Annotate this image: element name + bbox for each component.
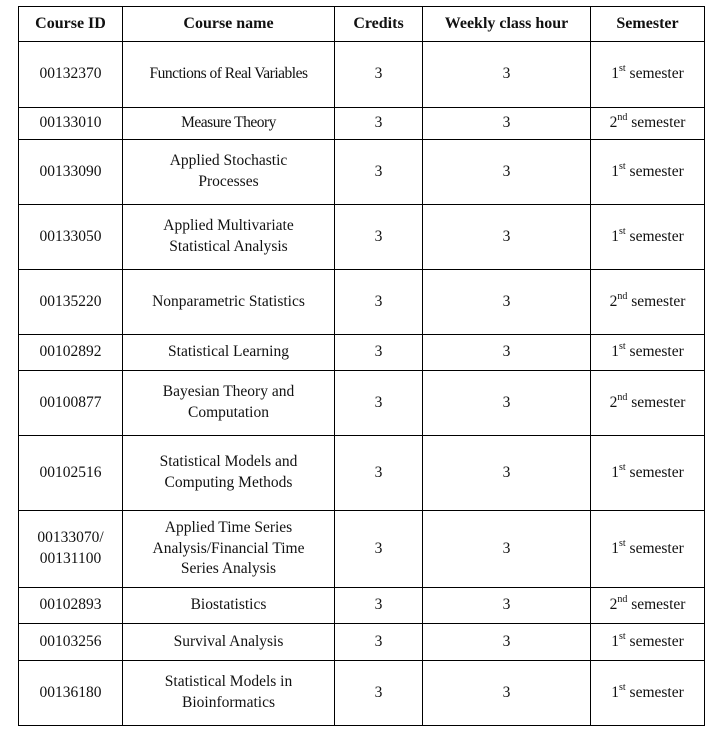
course-table — [18, 6, 705, 726]
course-name-cell — [123, 108, 335, 140]
course-id-cell: 00136180 — [19, 661, 123, 726]
semester-word: semester — [631, 596, 686, 614]
semester-ordinal-suffix: st — [618, 537, 626, 549]
semester-ordinal-suffix: nd — [617, 290, 628, 302]
semester-number: 1 — [611, 683, 619, 701]
course-name: Statistical Models and Computing Methods — [159, 453, 298, 491]
semester-cell — [591, 661, 705, 726]
course-name-cell — [123, 270, 335, 335]
semester-number: 1 — [611, 463, 619, 481]
credits-cell: 3 — [335, 436, 423, 511]
semester-number: 1 — [611, 539, 619, 557]
semester-ordinal-suffix: st — [618, 681, 626, 693]
course-name: Nonparametric Statistics — [152, 292, 305, 310]
table-row — [19, 661, 705, 726]
course-name-cell — [123, 511, 335, 588]
semester-ordinal-suffix: st — [618, 461, 626, 473]
course-id-cell: 00102516 — [19, 436, 123, 511]
course-name-cell — [123, 588, 335, 624]
semester-ordinal-suffix: nd — [617, 594, 628, 606]
semester-number: 1 — [611, 343, 619, 361]
semester-word: semester — [629, 463, 684, 481]
header-weekly-class-hour: Weekly class hour — [423, 7, 591, 42]
semester-word: semester — [631, 114, 686, 132]
semester-ordinal-suffix: st — [618, 630, 626, 642]
course-name-cell — [123, 661, 335, 726]
semester-word: semester — [629, 632, 684, 650]
credits-cell: 3 — [335, 108, 423, 140]
table-row — [19, 140, 705, 205]
table-header-row — [19, 7, 705, 42]
course-name: Applied Multivariate Statistical Analysis — [163, 217, 294, 255]
semester-word: semester — [629, 343, 684, 361]
semester-cell — [591, 624, 705, 661]
semester-ordinal-suffix: st — [618, 341, 626, 353]
semester-number: 1 — [611, 632, 619, 650]
semester-number: 1 — [611, 65, 619, 83]
semester-number: 1 — [611, 162, 619, 180]
semester-cell — [591, 42, 705, 108]
semester-ordinal-suffix: st — [618, 225, 626, 237]
course-table-container — [18, 6, 705, 726]
weekly-hours-cell: 3 — [423, 511, 591, 588]
credits-cell: 3 — [335, 140, 423, 205]
weekly-hours-cell: 3 — [423, 270, 591, 335]
semester-cell — [591, 270, 705, 335]
credits-cell: 3 — [335, 371, 423, 436]
semester-number: 2 — [609, 596, 618, 614]
semester-word: semester — [629, 539, 684, 557]
course-name: Survival Analysis — [173, 632, 284, 650]
semester-word: semester — [629, 683, 684, 701]
course-name: Biostatistics — [190, 596, 267, 614]
semester-cell — [591, 511, 705, 588]
course-id-cell: 00100877 — [19, 371, 123, 436]
credits-cell: 3 — [335, 511, 423, 588]
table-row — [19, 624, 705, 661]
header-course-name: Course name — [123, 7, 335, 42]
course-id-cell: 00135220 — [19, 270, 123, 335]
header-semester: Semester — [591, 7, 705, 42]
semester-word: semester — [629, 65, 684, 83]
weekly-hours-cell: 3 — [423, 661, 591, 726]
course-name: Applied Time Series Analysis/Financial Time Series Analysis — [152, 518, 305, 578]
course-id-cell: 00133090 — [19, 140, 123, 205]
course-name-cell — [123, 140, 335, 205]
weekly-hours-cell: 3 — [423, 624, 591, 661]
weekly-hours-cell: 3 — [423, 108, 591, 140]
course-id-cell: 00133050 — [19, 205, 123, 270]
course-name-cell — [123, 205, 335, 270]
semester-number: 1 — [611, 227, 619, 245]
table-row — [19, 588, 705, 624]
credits-cell: 3 — [335, 661, 423, 726]
course-name: Statistical Learning — [168, 343, 289, 361]
semester-ordinal-suffix: st — [618, 160, 626, 172]
course-id-cell: 00132370 — [19, 42, 123, 108]
semester-number: 2 — [609, 114, 618, 132]
course-name-cell — [123, 335, 335, 371]
course-name: Statistical Models in Bioinformatics — [164, 673, 293, 711]
credits-cell: 3 — [335, 42, 423, 108]
table-row — [19, 335, 705, 371]
header-course-id: Course ID — [19, 7, 123, 42]
weekly-hours-cell: 3 — [423, 140, 591, 205]
semester-cell — [591, 436, 705, 511]
semester-number: 2 — [609, 292, 618, 310]
table-row — [19, 108, 705, 140]
semester-cell — [591, 371, 705, 436]
course-name: Bayesian Theory and Computation — [162, 383, 295, 421]
course-id-cell: 00102892 — [19, 335, 123, 371]
credits-cell: 3 — [335, 588, 423, 624]
semester-ordinal-suffix: st — [618, 63, 626, 75]
semester-ordinal-suffix: nd — [617, 112, 628, 124]
credits-cell: 3 — [335, 205, 423, 270]
course-name: Measure Theory — [181, 114, 276, 132]
weekly-hours-cell: 3 — [423, 371, 591, 436]
semester-cell — [591, 588, 705, 624]
course-id-cell: 00133070/ 00131100 — [19, 511, 123, 588]
credits-cell: 3 — [335, 624, 423, 661]
course-name-cell — [123, 436, 335, 511]
course-name: Functions of Real Variables — [149, 65, 308, 83]
weekly-hours-cell: 3 — [423, 205, 591, 270]
course-name-cell — [123, 371, 335, 436]
table-row — [19, 436, 705, 511]
weekly-hours-cell: 3 — [423, 42, 591, 108]
semester-ordinal-suffix: nd — [617, 391, 628, 403]
table-body — [19, 42, 705, 726]
semester-cell — [591, 108, 705, 140]
table-row — [19, 511, 705, 588]
weekly-hours-cell: 3 — [423, 436, 591, 511]
course-name: Applied Stochastic Processes — [169, 152, 288, 190]
semester-cell — [591, 205, 705, 270]
semester-word: semester — [631, 393, 686, 411]
credits-cell: 3 — [335, 335, 423, 371]
semester-cell — [591, 335, 705, 371]
semester-cell — [591, 140, 705, 205]
table-row — [19, 42, 705, 108]
weekly-hours-cell: 3 — [423, 335, 591, 371]
table-row — [19, 270, 705, 335]
credits-cell: 3 — [335, 270, 423, 335]
course-name-cell — [123, 624, 335, 661]
course-id-cell: 00103256 — [19, 624, 123, 661]
course-id-cell: 00133010 — [19, 108, 123, 140]
semester-word: semester — [629, 162, 684, 180]
course-name-cell — [123, 42, 335, 108]
course-id-cell: 00102893 — [19, 588, 123, 624]
semester-number: 2 — [609, 393, 618, 411]
header-credits: Credits — [335, 7, 423, 42]
semester-word: semester — [631, 292, 686, 310]
semester-word: semester — [629, 227, 684, 245]
table-row — [19, 371, 705, 436]
table-row — [19, 205, 705, 270]
weekly-hours-cell: 3 — [423, 588, 591, 624]
